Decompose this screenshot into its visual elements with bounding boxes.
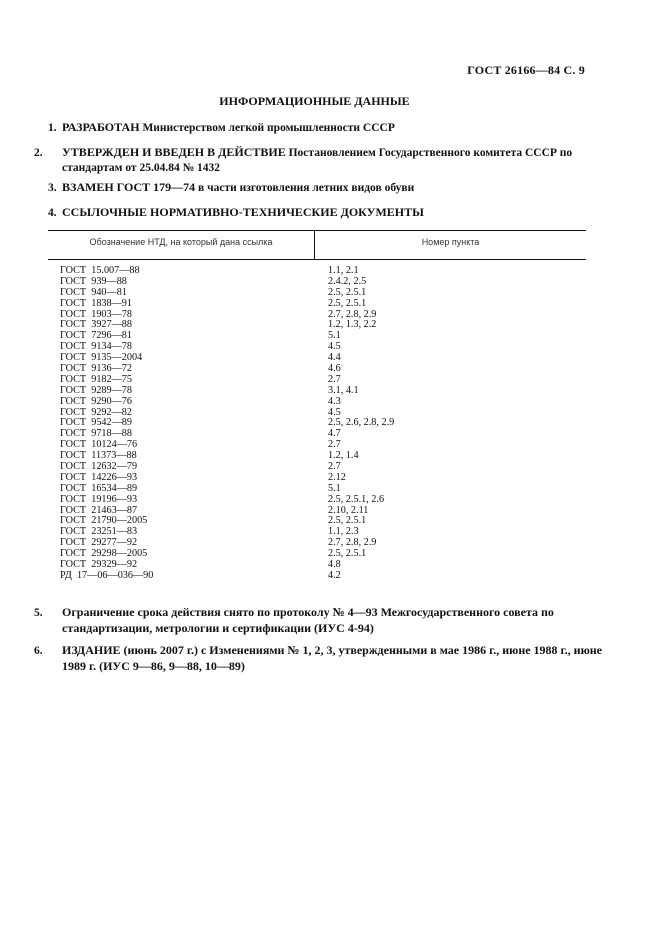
ntd-designation: ГОСТ 21790—2005 bbox=[60, 515, 148, 527]
clause-number: 3.1, 4.1 bbox=[328, 384, 359, 396]
clause-number: 1.2, 1.4 bbox=[328, 450, 359, 462]
table-row bbox=[48, 397, 586, 408]
clause-number: 2.4.2, 2.5 bbox=[328, 275, 367, 287]
clause-number: 5.1 bbox=[328, 330, 341, 342]
clause-number: 4.5 bbox=[328, 341, 341, 353]
item-lead: ВЗАМЕН ГОСТ 179—74 bbox=[62, 180, 196, 194]
ntd-designation: ГОСТ 1838—91 bbox=[60, 297, 132, 309]
item-text: Министерством легкой промышленности СССР bbox=[139, 122, 395, 134]
ntd-designation: ГОСТ 29277—92 bbox=[60, 537, 138, 549]
item-number: 3. bbox=[48, 182, 57, 194]
item-number: 2. bbox=[34, 147, 43, 159]
ntd-designation: ГОСТ 9290—76 bbox=[60, 395, 132, 407]
clause-number: 2.5, 2.5.1 bbox=[328, 297, 367, 309]
item-number: 4. bbox=[48, 207, 57, 219]
clause-number: 1.1, 2.3 bbox=[328, 526, 359, 538]
table-header-rule bbox=[48, 259, 586, 260]
clause-number: 1.1, 2.1 bbox=[328, 265, 359, 276]
ntd-designation: ГОСТ 29298—2005 bbox=[60, 548, 148, 560]
clause-number: 2.7, 2.8, 2.9 bbox=[328, 308, 377, 320]
info-item-validity bbox=[34, 605, 602, 637]
clause-number: 4.4 bbox=[328, 352, 341, 364]
item-lead: ИЗДАНИЕ (июнь 2007 г.) с Изменениями № 1, 2, 3, утвержденными в мае 1986 г., июне 1988 г., июне 1989 г. (ИУС 9—86, 9—88, 10—89) bbox=[62, 643, 602, 673]
clause-number: 2.7 bbox=[328, 373, 341, 385]
clause-number: 2.7, 2.8, 2.9 bbox=[328, 537, 377, 549]
clause-number: 4.7 bbox=[328, 428, 341, 440]
ntd-designation: ГОСТ 19196—93 bbox=[60, 493, 138, 505]
ntd-designation: ГОСТ 940—81 bbox=[60, 286, 127, 298]
info-item-approved bbox=[34, 145, 602, 176]
clause-number: 2.5, 2.5.1 bbox=[328, 286, 367, 298]
item-lead: УТВЕРЖДЕН И ВВЕДЕН В ДЕЙСТВИЕ bbox=[62, 145, 286, 159]
table-row bbox=[48, 571, 586, 582]
clause-number: 2.10, 2.11 bbox=[328, 504, 369, 516]
clause-number: 2.5, 2.5.1 bbox=[328, 548, 367, 560]
ntd-designation: ГОСТ 3927—88 bbox=[60, 319, 132, 331]
table-row bbox=[48, 266, 586, 277]
ntd-designation: ГОСТ 9718—88 bbox=[60, 428, 132, 440]
ntd-designation: ГОСТ 23251—83 bbox=[60, 526, 138, 538]
table-row bbox=[48, 277, 586, 288]
clause-number: 2.5, 2.5.1 bbox=[328, 515, 367, 527]
ntd-designation: ГОСТ 7296—81 bbox=[60, 330, 132, 342]
ntd-designation: ГОСТ 9182—75 bbox=[60, 373, 132, 385]
column-header-clause: Номер пункта bbox=[421, 237, 480, 247]
table-body bbox=[48, 266, 586, 582]
clause-number: 2.12 bbox=[328, 471, 346, 483]
table-row bbox=[48, 299, 586, 310]
document-title: ИНФОРМАЦИОННЫЕ ДАННЫЕ bbox=[219, 94, 410, 108]
ntd-designation: ГОСТ 29329—92 bbox=[60, 559, 138, 571]
column-header-ntd: Обозначение НТД, на который дана ссылка bbox=[89, 237, 273, 247]
ntd-designation: ГОСТ 10124—76 bbox=[60, 439, 138, 451]
ntd-designation: ГОСТ 939—88 bbox=[60, 275, 127, 287]
item-lead: ССЫЛОЧНЫЕ НОРМАТИВНО-ТЕХНИЧЕСКИЕ ДОКУМЕНТЫ bbox=[62, 205, 424, 219]
ntd-designation: ГОСТ 9289—78 bbox=[60, 384, 132, 396]
ntd-designation: ГОСТ 9134—78 bbox=[60, 341, 132, 353]
ntd-designation: ГОСТ 14226—93 bbox=[60, 471, 138, 483]
clause-number: 2.7 bbox=[328, 439, 341, 451]
table-row bbox=[48, 495, 586, 506]
clause-number: 2.5, 2.6, 2.8, 2.9 bbox=[328, 417, 395, 429]
clause-number: 4.8 bbox=[328, 559, 341, 571]
table-top-rule bbox=[48, 230, 586, 231]
clause-number: 2.7 bbox=[328, 461, 341, 473]
ntd-designation: ГОСТ 9135—2004 bbox=[60, 352, 143, 364]
page-header-code: ГОСТ 26166—84 С. 9 bbox=[467, 63, 585, 77]
ntd-designation: ГОСТ 21463—87 bbox=[60, 504, 138, 516]
clause-number: 4.3 bbox=[328, 395, 341, 407]
ntd-designation: ГОСТ 15.007—88 bbox=[60, 265, 140, 276]
clause-number: 1.2, 1.3, 2.2 bbox=[328, 319, 377, 331]
info-item-edition bbox=[34, 643, 602, 675]
item-number: 6. bbox=[34, 645, 43, 657]
item-lead: Ограничение срока действия снято по протоколу № 4—93 Межгосударственного совета по стандартизации, метрологии и сертификации (ИУС 4-94) bbox=[62, 605, 554, 635]
clause-number: 2.5, 2.5.1, 2.6 bbox=[328, 493, 385, 505]
info-item-replaces bbox=[48, 180, 588, 196]
ntd-designation: ГОСТ 9292—82 bbox=[60, 406, 132, 418]
ntd-designation: ГОСТ 11373—88 bbox=[60, 450, 137, 462]
ntd-designation: РД 17—06—036—90 bbox=[60, 569, 154, 581]
ntd-designation: ГОСТ 1903—78 bbox=[60, 308, 132, 320]
clause-number: 4.6 bbox=[328, 363, 341, 375]
ntd-designation: ГОСТ 9136—72 bbox=[60, 363, 132, 375]
clause-number: 4.5 bbox=[328, 406, 341, 418]
item-text: в части изготовления летних видов обуви bbox=[195, 182, 415, 194]
clause-number: 5.1 bbox=[328, 482, 341, 494]
item-text: Постановлением Государственного комитета СССР по стандартам от 25.04.84 № 1432 bbox=[62, 147, 573, 174]
item-number: 5. bbox=[34, 607, 43, 619]
ntd-designation: ГОСТ 16534—89 bbox=[60, 482, 138, 494]
item-number: 1. bbox=[48, 122, 57, 134]
info-item-developed bbox=[48, 120, 588, 136]
ntd-designation: ГОСТ 12632—79 bbox=[60, 461, 138, 473]
ntd-designation: ГОСТ 9542—89 bbox=[60, 417, 132, 429]
item-lead: РАЗРАБОТАН bbox=[62, 120, 140, 134]
info-item-references bbox=[48, 205, 588, 221]
references-table bbox=[48, 230, 586, 590]
clause-number: 4.2 bbox=[328, 569, 341, 581]
